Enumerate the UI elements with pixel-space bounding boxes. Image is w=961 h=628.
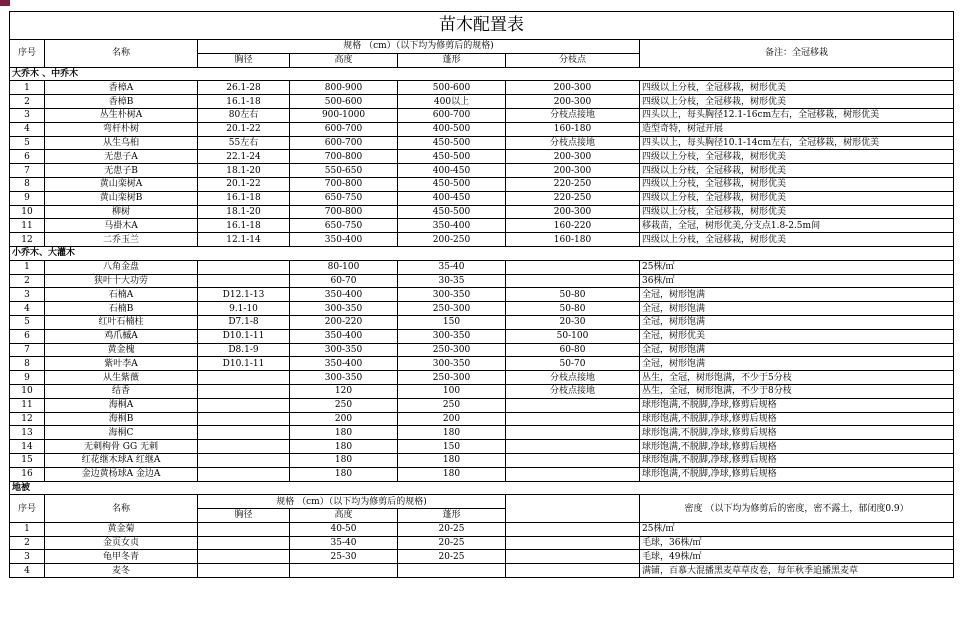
dbh-cell [198, 453, 290, 467]
table-row [10, 177, 954, 191]
height-cell: 700-800 [290, 205, 398, 219]
seq-cell: 9 [10, 371, 45, 385]
name-cell: 无患子B [45, 164, 198, 178]
height-cell: 80-100 [290, 260, 398, 274]
header-blank [506, 495, 640, 523]
crown-cell: 450-500 [398, 177, 506, 191]
branch-cell: 220-250 [506, 191, 640, 205]
note-cell: 四级以上分枝，全冠移栽，树形优美 [640, 191, 954, 205]
branch-cell [506, 412, 640, 426]
seq-cell: 10 [10, 384, 45, 398]
table-title: 苗木配置表 [10, 12, 954, 40]
table-row [10, 426, 954, 440]
height-cell: 200 [290, 412, 398, 426]
height-cell: 120 [290, 384, 398, 398]
note-cell: 25株/㎡ [640, 260, 954, 274]
seq-cell: 6 [10, 329, 45, 343]
branch-cell [506, 274, 640, 288]
header-dbh: 胸径 [198, 53, 290, 67]
crown-cell: 400-500 [398, 122, 506, 136]
name-cell: 红花继木球A 红继A [45, 453, 198, 467]
header-spec-2: 规格 （cm）（以下均为修剪后的规格) [198, 495, 506, 509]
height-cell [290, 564, 398, 578]
note-cell: 全冠，树形饱满 [640, 357, 954, 371]
table-row [10, 453, 954, 467]
table-row [10, 219, 954, 233]
note-cell: 球形饱满,不脱脚,净球,修剪后规格 [640, 398, 954, 412]
branch-cell: 200-300 [506, 95, 640, 109]
name-cell: 金页女贞 [45, 536, 198, 550]
seq-cell: 1 [10, 260, 45, 274]
note-cell: 全冠，树形饱满 [640, 302, 954, 316]
note-cell: 全冠，树形优美 [640, 329, 954, 343]
name-cell: 丛生朴树A [45, 108, 198, 122]
height-cell: 900-1000 [290, 108, 398, 122]
name-cell: 红叶石楠柱 [45, 315, 198, 329]
table-row [10, 191, 954, 205]
crown-cell: 300-350 [398, 329, 506, 343]
name-cell: 紫叶李A [45, 357, 198, 371]
name-cell: 海桐C [45, 426, 198, 440]
note-cell: 全冠，树形饱满 [640, 343, 954, 357]
dbh-cell: 18.1-20 [198, 205, 290, 219]
height-cell: 35-40 [290, 536, 398, 550]
seq-cell: 10 [10, 205, 45, 219]
height-cell: 300-350 [290, 343, 398, 357]
branch-cell: 50-80 [506, 302, 640, 316]
seq-cell: 13 [10, 426, 45, 440]
seq-cell: 4 [10, 564, 45, 578]
table-row [10, 343, 954, 357]
dbh-cell: 20.1-22 [198, 177, 290, 191]
table-row [10, 302, 954, 316]
name-cell: 黄山栾树A [45, 177, 198, 191]
crown-cell: 400-450 [398, 191, 506, 205]
seq-cell: 11 [10, 398, 45, 412]
dbh-cell: 12.1-14 [198, 233, 290, 247]
branch-cell [506, 564, 640, 578]
dbh-cell [198, 371, 290, 385]
branch-cell [506, 536, 640, 550]
name-cell: 麦冬 [45, 564, 198, 578]
dbh-cell [198, 564, 290, 578]
name-cell: 八角金盘 [45, 260, 198, 274]
branch-cell: 分枝点接地 [506, 108, 640, 122]
height-cell: 600-700 [290, 136, 398, 150]
height-cell: 180 [290, 453, 398, 467]
branch-cell: 60-80 [506, 343, 640, 357]
name-cell: 黄山栾树B [45, 191, 198, 205]
name-cell: 黄金槐 [45, 343, 198, 357]
height-cell: 250 [290, 398, 398, 412]
table-row [10, 233, 954, 247]
dbh-cell: D8.1-9 [198, 343, 290, 357]
crown-cell: 180 [398, 426, 506, 440]
height-cell: 500-600 [290, 95, 398, 109]
height-cell: 350-400 [290, 357, 398, 371]
seq-cell: 14 [10, 440, 45, 454]
seq-cell: 7 [10, 343, 45, 357]
seq-cell: 15 [10, 453, 45, 467]
table-row [10, 371, 954, 385]
table-row [10, 150, 954, 164]
branch-cell: 200-300 [506, 164, 640, 178]
note-cell: 球形饱满,不脱脚,净球,修剪后规格 [640, 467, 954, 481]
header-height: 高度 [290, 53, 398, 67]
note-cell: 四级以上分枝，全冠移栽，树形优美 [640, 95, 954, 109]
name-cell: 无患子A [45, 150, 198, 164]
table-row [10, 81, 954, 95]
table-row [10, 329, 954, 343]
section-groundcover: 地被 [10, 481, 954, 495]
branch-cell: 160-220 [506, 219, 640, 233]
seq-cell: 5 [10, 315, 45, 329]
crown-cell: 20-25 [398, 522, 506, 536]
crown-cell: 600-700 [398, 108, 506, 122]
dbh-cell [198, 550, 290, 564]
crown-cell: 20-25 [398, 550, 506, 564]
dbh-cell: D10.1-11 [198, 329, 290, 343]
name-cell: 柳树 [45, 205, 198, 219]
plant-schedule-table [9, 11, 954, 578]
crown-cell: 100 [398, 384, 506, 398]
note-cell: 造型奇特，树冠开展 [640, 122, 954, 136]
crown-cell: 450-500 [398, 150, 506, 164]
branch-cell: 160-180 [506, 233, 640, 247]
crown-cell: 35-40 [398, 260, 506, 274]
table-row [10, 440, 954, 454]
branch-cell: 220-250 [506, 177, 640, 191]
header-branch: 分枝点 [506, 53, 640, 67]
seq-cell: 8 [10, 177, 45, 191]
dbh-cell: 9.1-10 [198, 302, 290, 316]
table-row [10, 274, 954, 288]
table-row [10, 357, 954, 371]
seq-cell: 3 [10, 550, 45, 564]
header-spec: 规格 （cm）（以下均为修剪后的规格) [198, 40, 640, 54]
seq-cell: 12 [10, 233, 45, 247]
height-cell: 180 [290, 426, 398, 440]
height-cell: 800-900 [290, 81, 398, 95]
seq-cell: 3 [10, 108, 45, 122]
note-cell: 36株/㎡ [640, 274, 954, 288]
branch-cell [506, 440, 640, 454]
header-seq-2: 序号 [10, 495, 45, 523]
table-row [10, 315, 954, 329]
seq-cell: 12 [10, 412, 45, 426]
note-cell: 25株/㎡ [640, 522, 954, 536]
note-cell: 毛球，36株/㎡ [640, 536, 954, 550]
table-row [10, 122, 954, 136]
seq-cell: 8 [10, 357, 45, 371]
note-cell: 四级以上分枝，全冠移栽，树形优美 [640, 164, 954, 178]
header-name: 名称 [45, 40, 198, 68]
note-cell: 满铺，百慕大混播黑麦草草皮卷，每年秋季追播黑麦草 [640, 564, 954, 578]
seq-cell: 9 [10, 191, 45, 205]
table-row [10, 398, 954, 412]
note-cell: 球形饱满,不脱脚,净球,修剪后规格 [640, 453, 954, 467]
height-cell: 350-400 [290, 233, 398, 247]
crown-cell: 500-600 [398, 81, 506, 95]
name-cell: 结香 [45, 384, 198, 398]
table-row [10, 522, 954, 536]
branch-cell [506, 426, 640, 440]
name-cell: 石楠A [45, 288, 198, 302]
dbh-cell [198, 426, 290, 440]
table-row [10, 550, 954, 564]
header-crown: 蓬形 [398, 53, 506, 67]
note-cell: 四级以上分枝，全冠移栽，树形优美 [640, 150, 954, 164]
height-cell: 180 [290, 467, 398, 481]
height-cell: 350-400 [290, 329, 398, 343]
crown-cell: 350-400 [398, 219, 506, 233]
dbh-cell [198, 522, 290, 536]
dbh-cell: 16.1-18 [198, 95, 290, 109]
branch-cell: 160-180 [506, 122, 640, 136]
seq-cell: 11 [10, 219, 45, 233]
branch-cell [506, 453, 640, 467]
name-cell: 从生紫薇 [45, 371, 198, 385]
crown-cell: 250-300 [398, 302, 506, 316]
crown-cell: 150 [398, 315, 506, 329]
crown-cell: 200 [398, 412, 506, 426]
name-cell: 香樟B [45, 95, 198, 109]
dbh-cell [198, 384, 290, 398]
dbh-cell: 18.1-20 [198, 164, 290, 178]
height-cell: 60-70 [290, 274, 398, 288]
note-cell: 全冠，树形饱满 [640, 315, 954, 329]
name-cell: 香樟A [45, 81, 198, 95]
name-cell: 石楠B [45, 302, 198, 316]
table-row [10, 164, 954, 178]
name-cell: 龟甲冬青 [45, 550, 198, 564]
seq-cell: 16 [10, 467, 45, 481]
table-row [10, 288, 954, 302]
crown-cell [398, 564, 506, 578]
name-cell: 弯杆朴树 [45, 122, 198, 136]
seq-cell: 2 [10, 536, 45, 550]
note-cell: 球形饱满,不脱脚,净球,修剪后规格 [640, 440, 954, 454]
name-cell: 从生乌桕 [45, 136, 198, 150]
note-cell: 四级以上分枝，全冠移栽，树形优美 [640, 177, 954, 191]
seq-cell: 6 [10, 150, 45, 164]
branch-cell: 50-80 [506, 288, 640, 302]
crown-cell: 300-350 [398, 357, 506, 371]
dbh-cell: D7.1-8 [198, 315, 290, 329]
section-big-trees: 大乔木 、中乔木 [10, 67, 954, 81]
name-cell: 金边黄杨球A 金边A [45, 467, 198, 481]
height-cell: 180 [290, 440, 398, 454]
dbh-cell [198, 467, 290, 481]
table-row [10, 412, 954, 426]
name-cell: 无刺枸骨 GG 无刺 [45, 440, 198, 454]
height-cell: 350-400 [290, 288, 398, 302]
dbh-cell: 16.1-18 [198, 191, 290, 205]
table-row [10, 205, 954, 219]
crown-cell: 30-35 [398, 274, 506, 288]
crown-cell: 180 [398, 453, 506, 467]
branch-cell [506, 467, 640, 481]
dbh-cell [198, 260, 290, 274]
crown-cell: 300-350 [398, 288, 506, 302]
branch-cell: 200-300 [506, 150, 640, 164]
height-cell: 600-700 [290, 122, 398, 136]
note-cell: 四级以上分枝，全冠移栽，树形优美 [640, 233, 954, 247]
table-row [10, 136, 954, 150]
height-cell: 550-650 [290, 164, 398, 178]
header-note: 备注：全冠移栽 [640, 40, 954, 68]
height-cell: 650-750 [290, 219, 398, 233]
branch-cell: 50-100 [506, 329, 640, 343]
crown-cell: 180 [398, 467, 506, 481]
branch-cell: 分枝点接地 [506, 371, 640, 385]
table-row [10, 95, 954, 109]
dbh-cell: 16.1-18 [198, 219, 290, 233]
branch-cell: 200-300 [506, 205, 640, 219]
seq-cell: 1 [10, 522, 45, 536]
name-cell: 马褂木A [45, 219, 198, 233]
note-cell: 丛生，全冠，树形饱满，不少于8分枝 [640, 384, 954, 398]
dbh-cell [198, 536, 290, 550]
seq-cell: 2 [10, 95, 45, 109]
note-cell: 毛球，49株/㎡ [640, 550, 954, 564]
section-small-trees: 小乔木、大灌木 [10, 246, 954, 260]
dbh-cell: D10.1-11 [198, 357, 290, 371]
seq-cell: 4 [10, 122, 45, 136]
branch-cell [506, 522, 640, 536]
branch-cell: 分枝点接地 [506, 384, 640, 398]
seq-cell: 2 [10, 274, 45, 288]
name-cell: 狭叶十大功劳 [45, 274, 198, 288]
table-row [10, 108, 954, 122]
seq-cell: 1 [10, 81, 45, 95]
note-cell: 球形饱满,不脱脚,净球,修剪后规格 [640, 412, 954, 426]
name-cell: 海桐B [45, 412, 198, 426]
branch-cell: 50-70 [506, 357, 640, 371]
dbh-cell: D12.1-13 [198, 288, 290, 302]
header-seq: 序号 [10, 40, 45, 68]
crown-cell: 150 [398, 440, 506, 454]
dbh-cell [198, 274, 290, 288]
table-row [10, 260, 954, 274]
branch-cell: 20-30 [506, 315, 640, 329]
branch-cell [506, 398, 640, 412]
crown-cell: 200-250 [398, 233, 506, 247]
dbh-cell [198, 440, 290, 454]
name-cell: 黄金菊 [45, 522, 198, 536]
note-cell: 四头以上，每头胸径10.1-14cm左右，全冠移栽，树形优美 [640, 136, 954, 150]
dbh-cell: 80左右 [198, 108, 290, 122]
table-row [10, 384, 954, 398]
name-cell: 鸡爪槭A [45, 329, 198, 343]
table-row [10, 536, 954, 550]
header-name-2: 名称 [45, 495, 198, 523]
name-cell: 二乔玉兰 [45, 233, 198, 247]
dbh-cell [198, 412, 290, 426]
header-dbh-2: 胸径 [198, 509, 290, 523]
height-cell: 40-50 [290, 522, 398, 536]
seq-cell: 3 [10, 288, 45, 302]
header-crown-2: 蓬形 [398, 509, 506, 523]
note-cell: 全冠，树形饱满 [640, 288, 954, 302]
note-cell: 丛生，全冠，树形饱满，不少于5分枝 [640, 371, 954, 385]
branch-cell: 200-300 [506, 81, 640, 95]
crown-cell: 400以上 [398, 95, 506, 109]
note-cell: 球形饱满,不脱脚,净球,修剪后规格 [640, 426, 954, 440]
branch-cell [506, 550, 640, 564]
crown-cell: 450-500 [398, 136, 506, 150]
table-row [10, 564, 954, 578]
height-cell: 300-350 [290, 371, 398, 385]
height-cell: 700-800 [290, 150, 398, 164]
name-cell: 海桐A [45, 398, 198, 412]
crown-cell: 20-25 [398, 536, 506, 550]
note-cell: 移栽苗，全冠，树形优美,分支点1.8-2.5m间 [640, 219, 954, 233]
height-cell: 300-350 [290, 302, 398, 316]
note-cell: 四头以上，每头胸径12.1-16cm左右，全冠移栽，树形优美 [640, 108, 954, 122]
dbh-cell: 55左右 [198, 136, 290, 150]
height-cell: 650-750 [290, 191, 398, 205]
header-density: 密度 （以下均为修剪后的密度，密不露土，郁闭度0.9） [640, 495, 954, 523]
dbh-cell [198, 398, 290, 412]
dbh-cell: 26.1-28 [198, 81, 290, 95]
note-cell: 四级以上分枝，全冠移栽，树形优美 [640, 81, 954, 95]
height-cell: 700-800 [290, 177, 398, 191]
note-cell: 四级以上分枝，全冠移栽，树形优美 [640, 205, 954, 219]
crown-cell: 250-300 [398, 371, 506, 385]
crown-cell: 400-450 [398, 164, 506, 178]
seq-cell: 5 [10, 136, 45, 150]
header-height-2: 高度 [290, 509, 398, 523]
crown-cell: 250 [398, 398, 506, 412]
height-cell: 25-30 [290, 550, 398, 564]
height-cell: 200-220 [290, 315, 398, 329]
dbh-cell: 22.1-24 [198, 150, 290, 164]
dbh-cell: 20.1-22 [198, 122, 290, 136]
crown-cell: 250-300 [398, 343, 506, 357]
seq-cell: 4 [10, 302, 45, 316]
crown-cell: 450-500 [398, 205, 506, 219]
branch-cell [506, 260, 640, 274]
table-row [10, 467, 954, 481]
corner-marker [0, 0, 10, 6]
seq-cell: 7 [10, 164, 45, 178]
branch-cell: 分枝点接地 [506, 136, 640, 150]
